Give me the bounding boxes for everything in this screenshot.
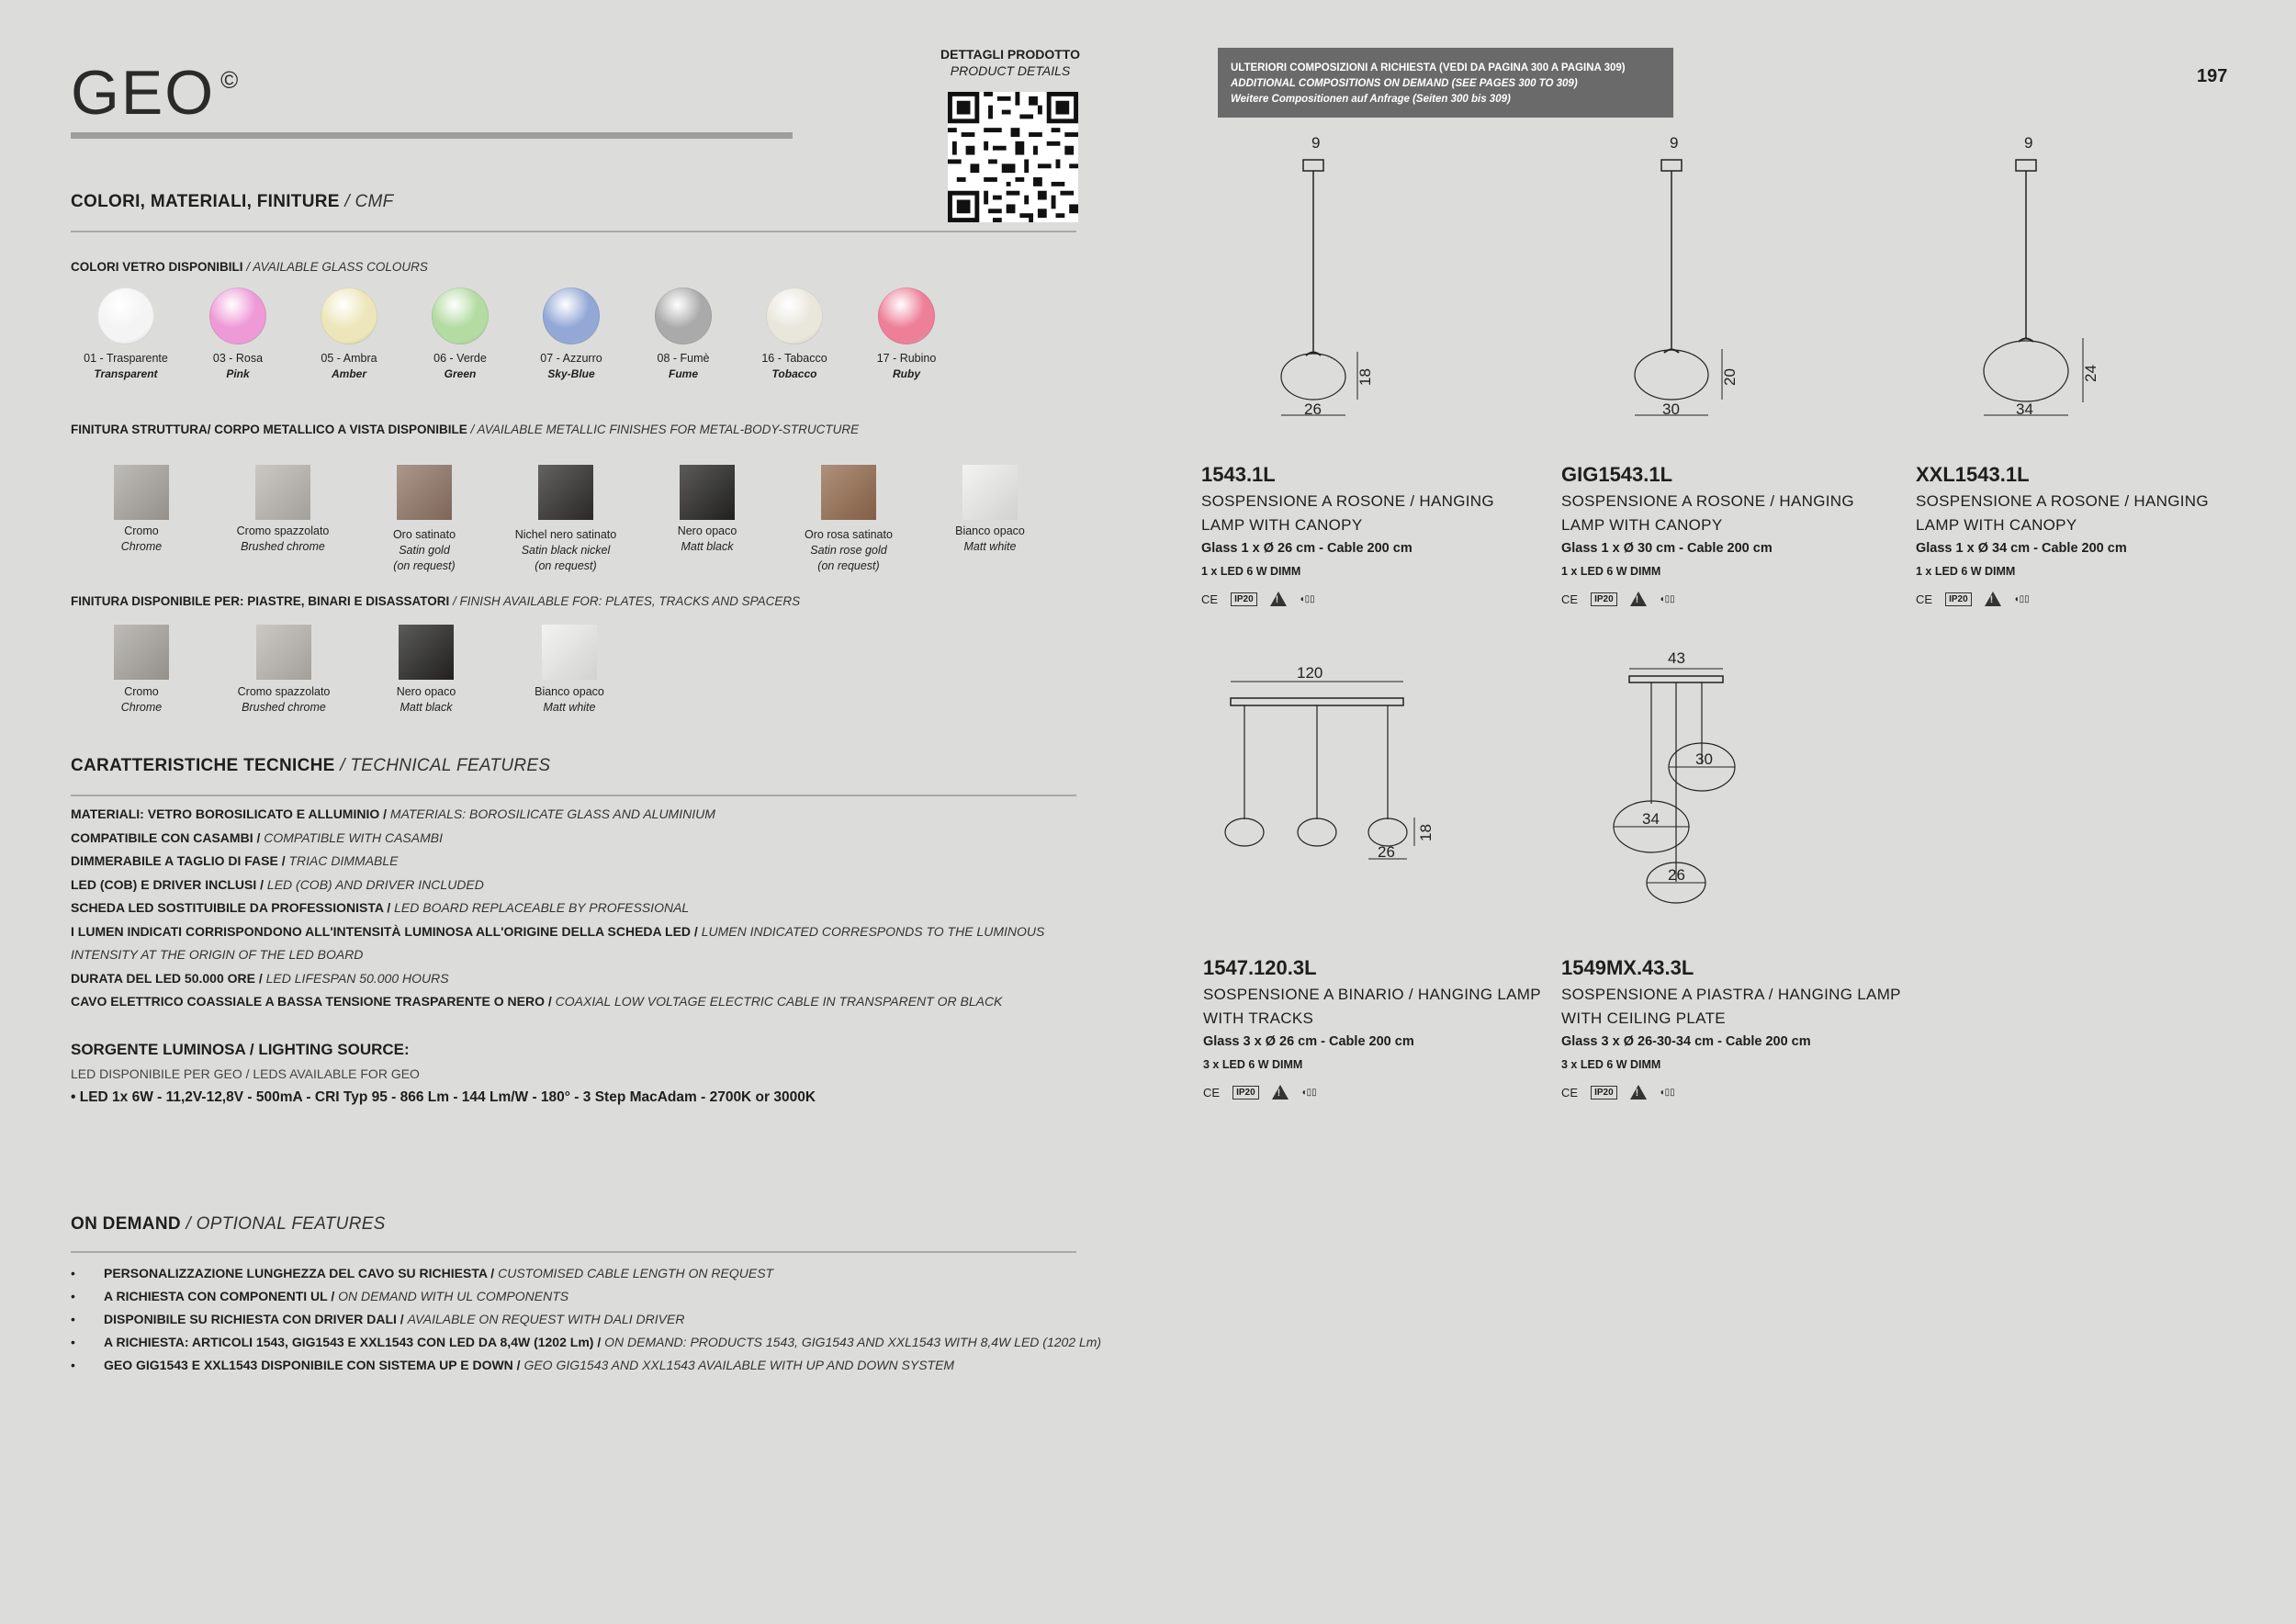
tech-feature-en: COAXIAL LOW VOLTAGE ELECTRIC CABLE IN TRANSPARENT OR BLACK [555,994,1003,1009]
product-description-2: LAMP WITH CANOPY [1561,516,1723,534]
tech-feature-en: LUMEN INDICATED CORRESPONDS TO THE LUMINOUS [701,923,1045,939]
lighting-source-sub: LED DISPONIBILE PER GEO / LEDS AVAILABLE FOR GEO [71,1066,420,1081]
on-demand-en: CUSTOMISED CABLE LENGTH ON REQUEST [498,1266,774,1280]
plate-finish-label [215,684,353,716]
glass-name-en: Tobacco [771,367,817,380]
dimmable-icon: ◖▯▯ [1300,1087,1317,1098]
cmf-title: COLORI, MATERIALI, FINITURE / CMF [71,192,394,211]
tech-feature-it: I LUMEN INDICATI CORRISPONDONO ALL'INTENSITÀ LUMINOSA ALL'ORIGINE DELLA SCHEDA LED / [71,923,702,939]
tech-feature-item [71,874,1081,897]
glass-name: 03 - Rosa [212,352,264,365]
glass-swatch-label [174,351,302,382]
ce-mark-icon: CE [1561,592,1579,606]
dim-width: 26 [1304,400,1322,418]
glass-name-en: Amber [331,367,366,380]
on-demand-it: A RICHIESTA: ARTICOLI 1543, GIG1543 E XXL1543 CON LED DA 8,4W (1202 Lm) / [104,1335,605,1349]
glass-name: 16 - Tabacco [761,352,827,365]
tech-feature-it: DIMMERABILE A TAGLIO DI FASE / [71,853,289,868]
tech-feature-item [71,803,1081,827]
tech-feature-en: INTENSITY AT THE ORIGIN OF THE LED BOARD [71,947,364,962]
finish-name-en: Brushed chrome [241,540,325,553]
lighting-source-title: SORGENTE LUMINOSA / LIGHTING SOURCE: [71,1041,410,1058]
product-card [1203,955,1552,1101]
on-demand-item [71,1354,1099,1377]
dimmable-icon: ◖▯▯ [2013,593,2030,604]
lighting-source-spec: • LED 1x 6W - 11,2V-12,8V - 500mA - CRI Typ 95 - 866 Lm - 144 Lm/W - 180° - 3 Step MacAdam - 2700K or 3000K [71,1089,816,1105]
finish-name: Bianco opaco [955,524,1025,537]
finish-swatch[interactable] [114,465,169,520]
warning-triangle-icon [1630,592,1647,606]
product-code: 1543.1L [1201,463,1276,486]
tech-rule [71,795,1076,796]
finish-label [780,527,917,574]
dim-d2: 34 [1642,810,1660,828]
product-code: 1549MX.43.3L [1561,956,1694,979]
finish-name: Nero opaco [396,685,456,698]
tech-feature-item [71,967,1081,991]
on-demand-item [71,1285,1099,1308]
finish-note: (on request) [817,559,880,572]
finish-name-en: Satin rose gold [810,544,887,557]
plate-finish-label [73,684,210,716]
qr-title: DETTAGLI PRODOTTO PRODUCT DETAILS [940,47,1080,78]
finish-note: (on request) [535,559,597,572]
dimmable-icon: ◖▯▯ [1299,593,1315,604]
finish-name-en: Chrome [120,540,163,553]
on-demand-en: ON DEMAND: PRODUCTS 1543, GIG1543 AND XXL1543 WITH 8,4W LED (1202 Lm) [604,1335,1102,1349]
finish-name: Cromo spazzolato [237,685,331,698]
glass-swatch-label [730,351,859,382]
product-description: SOSPENSIONE A PIASTRA / HANGING LAMP [1561,986,1901,1003]
tech-feature-item [71,943,1081,967]
qr-code[interactable] [948,92,1078,222]
product-description-2: LAMP WITH CANOPY [1916,516,2077,534]
glass-swatch[interactable] [321,288,377,344]
tech-feature-item [71,920,1081,944]
finish-name-en: Matt white [543,701,596,714]
finish-swatch[interactable] [821,465,876,520]
finish-name: Cromo spazzolato [236,524,330,537]
glass-swatch[interactable] [878,288,935,344]
product-spec: Glass 1 x Ø 34 cm - Cable 200 cm [1916,541,2127,556]
certification-icons [1201,590,1550,608]
glass-swatch[interactable] [543,288,600,344]
finish-name: Cromo [124,524,159,537]
product-led: 3 x LED 6 W DIMM [1561,1058,1661,1071]
ce-mark-icon: CE [1916,592,1933,606]
product-card [1201,462,1550,608]
plate-finish-swatch[interactable] [399,625,454,680]
product-led: 3 x LED 6 W DIMM [1203,1058,1303,1071]
on-demand-item [71,1308,1099,1331]
certification-icons [1561,1083,1910,1101]
product-spec: Glass 1 x Ø 30 cm - Cable 200 cm [1561,541,1773,556]
plate-finishes-title: FINITURA DISPONIBILE PER: PIASTRE, BINARI E DISASSATORI / FINISH AVAILABLE FOR: PLATES, TRACKS AND SPACERS [71,594,801,608]
finish-note: (on request) [393,559,456,572]
dim-height: 20 [1721,368,1739,386]
finish-name-en: Matt white [963,540,1017,553]
tech-feature-it: MATERIALI: VETRO BOROSILICATO E ALLUMINIO / [71,806,390,821]
product-description: SOSPENSIONE A ROSONE / HANGING [1561,492,1854,510]
ip20-icon: IP20 [1945,592,1972,606]
product-card [1916,462,2265,608]
drawing-xxl1543-1l [1975,129,2103,423]
glass-swatch-label [396,351,524,382]
tech-feature-it: LED (COB) E DRIVER INCLUSI / [71,876,267,892]
warning-mark: ! [1989,594,1994,605]
glass-swatch-label [62,351,190,382]
dim-canopy: 9 [1311,134,1321,152]
product-spec: Glass 3 x Ø 26 cm - Cable 200 cm [1203,1034,1414,1049]
glass-swatch[interactable] [209,288,266,344]
warning-mark: ! [1635,594,1639,605]
glass-swatch[interactable] [655,288,712,344]
finish-name: Oro satinato [392,528,456,541]
dim-track: 120 [1297,664,1323,682]
glass-name-en: Fume [668,367,698,380]
finish-swatch[interactable] [397,465,452,520]
drawing-1547-120-3l [1221,661,1442,863]
drawing-1543-1l [1258,129,1387,423]
plate-finish-swatch[interactable] [542,625,597,680]
finish-label [73,524,210,555]
tech-feature-it: COMPATIBILE CON CASAMBI / [71,829,264,845]
glass-swatch-label [842,351,971,382]
product-spec: Glass 1 x Ø 26 cm - Cable 200 cm [1201,541,1412,556]
finish-name-en: Matt black [681,540,734,553]
certification-icons [1203,1083,1552,1101]
finish-swatch[interactable] [255,465,310,520]
finish-name-en: Satin gold [399,544,450,557]
glass-name-en: Green [444,367,477,380]
dim-width: 26 [1378,843,1395,861]
drawing-gig1543-1l [1620,129,1749,423]
finish-name: Bianco opaco [535,685,604,698]
finish-name: Nero opaco [677,524,737,537]
tech-feature-en: LED LIFESPAN 50.000 HOURS [265,970,449,986]
product-description: SOSPENSIONE A ROSONE / HANGING [1201,492,1494,510]
ip20-icon: IP20 [1232,1086,1259,1100]
dim-height: 24 [2082,365,2099,382]
glass-swatch-label [619,351,748,382]
tech-feature-it: CAVO ELETTRICO COASSIALE A BASSA TENSIONE TRASPARENTE O NERO / [71,994,556,1009]
on-demand-it: DISPONIBILE SU RICHIESTA CON DRIVER DALI / [104,1312,408,1326]
glass-swatch-label [507,351,636,382]
product-spec: Glass 3 x Ø 26-30-34 cm - Cable 200 cm [1561,1034,1811,1049]
plate-finish-swatch[interactable] [256,625,311,680]
product-led: 1 x LED 6 W DIMM [1201,565,1301,578]
structure-finishes-title: FINITURA STRUTTURA/ CORPO METALLICO A VISTA DISPONIBILE / AVAILABLE METALLIC FINISHES FOR METAL-BODY-STRUCTURE [71,423,860,436]
brand-underline [71,132,793,139]
page-number: 197 [2197,66,2228,86]
tech-feature-item [71,990,1081,1014]
finish-label [214,524,352,555]
on-demand-rule [71,1251,1076,1253]
product-led: 1 x LED 6 W DIMM [1916,565,2016,578]
on-demand-item [71,1262,1099,1285]
warning-triangle-icon [1272,1085,1289,1100]
product-description-2: WITH TRACKS [1203,1009,1314,1027]
dim-plate: 43 [1668,649,1685,667]
product-led: 1 x LED 6 W DIMM [1561,565,1661,578]
dim-width: 34 [2016,400,2033,418]
on-demand-title: ON DEMAND / OPTIONAL FEATURES [71,1214,386,1234]
warning-mark: ! [1275,594,1279,605]
finish-name-en: Matt black [400,701,453,714]
product-description: SOSPENSIONE A BINARIO / HANGING LAMP [1203,986,1541,1003]
glass-name-en: Ruby [893,367,920,380]
tech-feature-en: LED (COB) AND DRIVER INCLUDED [266,876,484,892]
tech-feature-it: DURATA DEL LED 50.000 ORE / [71,970,266,986]
glass-colours-title: COLORI VETRO DISPONIBILI / AVAILABLE GLASS COLOURS [71,260,428,274]
compositions-banner: ULTERIORI COMPOSIZIONI A RICHIESTA (VEDI DA PAGINA 300 A PAGINA 309) ADDITIONAL COMPOSITIONS ON DEMAND (SEE PAGES 300 TO 309) Weitere Compositionen auf Anfrage (Seiten 300 bis 309) [1218,48,1673,118]
glass-name: 17 - Rubino [876,352,937,365]
tech-feature-en: TRIAC DIMMABLE [288,853,399,868]
product-card [1561,955,1910,1101]
dim-d3: 26 [1668,866,1685,884]
dim-height: 18 [1417,824,1435,841]
ip20-icon: IP20 [1591,592,1617,606]
dimmable-icon: ◖▯▯ [1659,593,1675,604]
finish-name-en: Chrome [120,701,163,714]
ip20-icon: IP20 [1591,1086,1617,1100]
glass-name: 01 - Trasparente [84,352,168,365]
glass-name: 08 - Fumè [657,352,710,365]
dim-canopy: 9 [1670,134,1679,152]
finish-name: Cromo [124,685,159,698]
dimmable-icon: ◖▯▯ [1659,1087,1675,1098]
tech-title: CARATTERISTICHE TECNICHE / TECHNICAL FEATURES [71,756,551,775]
tech-feature-en: COMPATIBLE WITH CASAMBI [264,829,443,845]
certification-icons [1916,590,2265,608]
on-demand-en: AVAILABLE ON REQUEST WITH DALI DRIVER [407,1312,685,1326]
tech-feature-en: MATERIALS: BOROSILICATE GLASS AND ALUMINIUM [389,806,715,821]
product-card [1561,462,1910,608]
on-demand-it: GEO GIG1543 E XXL1543 DISPONIBILE CON SISTEMA UP E DOWN / [104,1358,524,1372]
tech-features-list [71,803,1081,1014]
warning-triangle-icon [1270,592,1287,606]
dim-canopy: 9 [2024,134,2033,152]
product-description: SOSPENSIONE A ROSONE / HANGING [1916,492,2209,510]
product-code: GIG1543.1L [1561,463,1673,486]
warning-mark: ! [1277,1088,1281,1099]
certification-icons [1561,590,1910,608]
glass-swatch[interactable] [766,288,823,344]
tech-feature-en: LED BOARD REPLACEABLE BY PROFESSIONAL [394,900,690,915]
finish-label [638,524,776,555]
glass-swatch[interactable] [432,288,489,344]
on-demand-en: ON DEMAND WITH UL COMPONENTS [338,1289,569,1303]
dim-width: 30 [1662,400,1680,418]
plate-finish-swatch[interactable] [114,625,169,680]
on-demand-list [71,1262,1102,1377]
warning-mark: ! [1635,1088,1639,1099]
ce-mark-icon: CE [1203,1085,1221,1100]
finish-name: Oro rosa satinato [805,528,893,541]
finish-name: Nichel nero satinato [514,528,617,541]
on-demand-it: A RICHIESTA CON COMPONENTI UL / [104,1289,339,1303]
glass-swatch-label [285,351,413,382]
finish-swatch[interactable] [680,465,735,520]
tech-feature-it: SCHEDA LED SOSTITUIBILE DA PROFESSIONISTA / [71,900,395,915]
finish-label [497,527,635,574]
product-code: 1547.120.3L [1203,956,1317,979]
glass-swatch[interactable] [97,288,154,344]
drawing-1549mx-43-3l [1607,643,1763,909]
brand-title: GEO © [71,58,241,128]
glass-name: 05 - Ambra [321,352,377,365]
finish-label [355,527,493,574]
warning-triangle-icon [1985,592,2001,606]
plate-finish-label [357,684,495,716]
ce-mark-icon: CE [1561,1085,1579,1100]
tech-feature-item [71,850,1081,874]
tech-feature-item [71,827,1081,851]
finish-swatch[interactable] [962,465,1018,520]
glass-name: 06 - Verde [433,352,487,365]
product-description-2: LAMP WITH CANOPY [1201,516,1363,534]
glass-name-en: Transparent [94,367,158,380]
finish-label [921,524,1059,555]
on-demand-item [71,1331,1102,1354]
ce-mark-icon: CE [1201,592,1219,606]
dim-height: 18 [1356,368,1374,386]
glass-name-en: Pink [226,367,250,380]
warning-triangle-icon [1630,1085,1647,1100]
on-demand-it: PERSONALIZZAZIONE LUNGHEZZA DEL CAVO SU RICHIESTA / [104,1266,499,1280]
finish-name-en: Satin black nickel [521,544,611,557]
tech-feature-item [71,897,1081,920]
product-description-2: WITH CEILING PLATE [1561,1009,1726,1027]
plate-finish-label [501,684,638,716]
finish-swatch[interactable] [538,465,593,520]
cmf-rule [71,231,1076,232]
glass-name: 07 - Azzurro [540,352,602,365]
finish-name-en: Brushed chrome [242,701,326,714]
glass-name-en: Sky-Blue [547,367,595,380]
ip20-icon: IP20 [1231,592,1257,606]
dim-d1: 30 [1695,750,1713,768]
product-code: XXL1543.1L [1916,463,2030,486]
on-demand-en: GEO GIG1543 AND XXL1543 AVAILABLE WITH UP AND DOWN SYSTEM [523,1358,955,1372]
